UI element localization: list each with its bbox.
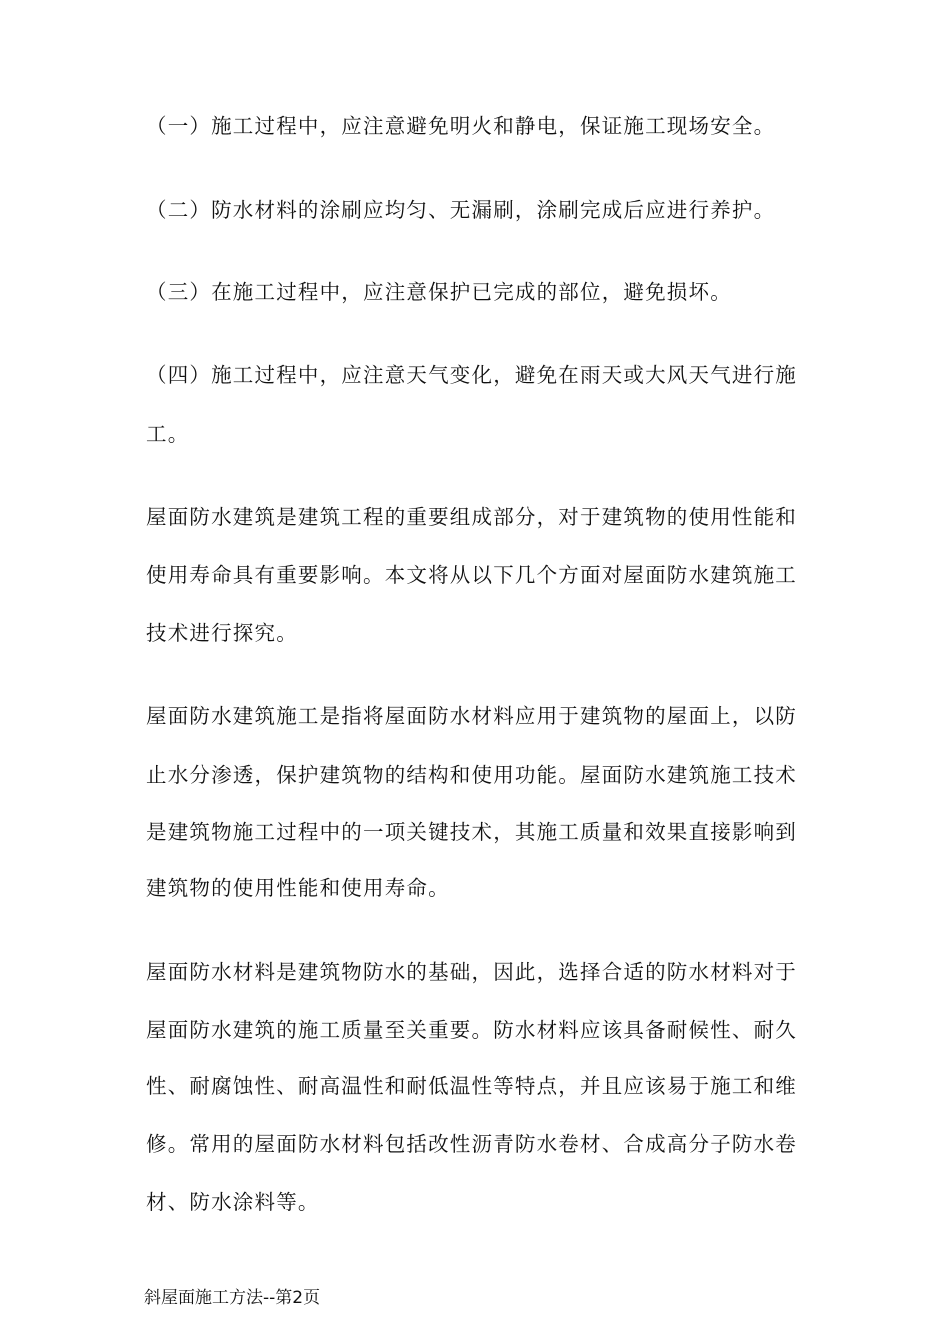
paragraph-3-line-3: 性、耐腐蚀性、耐高温性和耐低温性等特点，并且应该易于施工和维 bbox=[146, 1074, 797, 1098]
list-item-2-line-1: （二）防水材料的涂刷应均匀、无漏刷，涂刷完成后应进行养护。 bbox=[146, 198, 776, 222]
paragraph-3-line-1: 屋面防水材料是建筑物防水的基础，因此，选择合适的防水材料对于 bbox=[146, 960, 797, 984]
paragraph-2-line-1: 屋面防水建筑施工是指将屋面防水材料应用于建筑物的屋面上，以防 bbox=[146, 704, 797, 728]
paragraph-2-line-2: 止水分渗透，保护建筑物的结构和使用功能。屋面防水建筑施工技术 bbox=[146, 763, 797, 787]
paragraph-3-line-5: 材、防水涂料等。 bbox=[146, 1190, 320, 1214]
list-item-3-line-1: （三）在施工过程中，应注意保护已完成的部位，避免损坏。 bbox=[146, 280, 732, 304]
list-item-4-line-2: 工。 bbox=[146, 422, 190, 446]
paragraph-1-line-3: 技术进行探究。 bbox=[146, 621, 298, 645]
list-item-4-line-1: （四）施工过程中，应注意天气变化，避免在雨天或大风天气进行施 bbox=[146, 363, 797, 387]
paragraph-2-line-4: 建筑物的使用性能和使用寿命。 bbox=[146, 876, 450, 900]
list-item-1-line-1: （一）施工过程中，应注意避免明火和静电，保证施工现场安全。 bbox=[146, 114, 776, 138]
paragraph-2-line-3: 是建筑物施工过程中的一项关键技术，其施工质量和效果直接影响到 bbox=[146, 820, 797, 844]
paragraph-3-line-4: 修。常用的屋面防水材料包括改性沥青防水卷材、合成高分子防水卷 bbox=[146, 1132, 797, 1156]
paragraph-1-line-1: 屋面防水建筑是建筑工程的重要组成部分，对于建筑物的使用性能和 bbox=[146, 505, 797, 529]
paragraph-3-line-2: 屋面防水建筑的施工质量至关重要。防水材料应该具备耐候性、耐久 bbox=[146, 1018, 797, 1042]
paragraph-1-line-2: 使用寿命具有重要影响。本文将从以下几个方面对屋面防水建筑施工 bbox=[146, 563, 797, 587]
page-footer: 斜屋面施工方法--第2页 bbox=[144, 1288, 321, 1308]
